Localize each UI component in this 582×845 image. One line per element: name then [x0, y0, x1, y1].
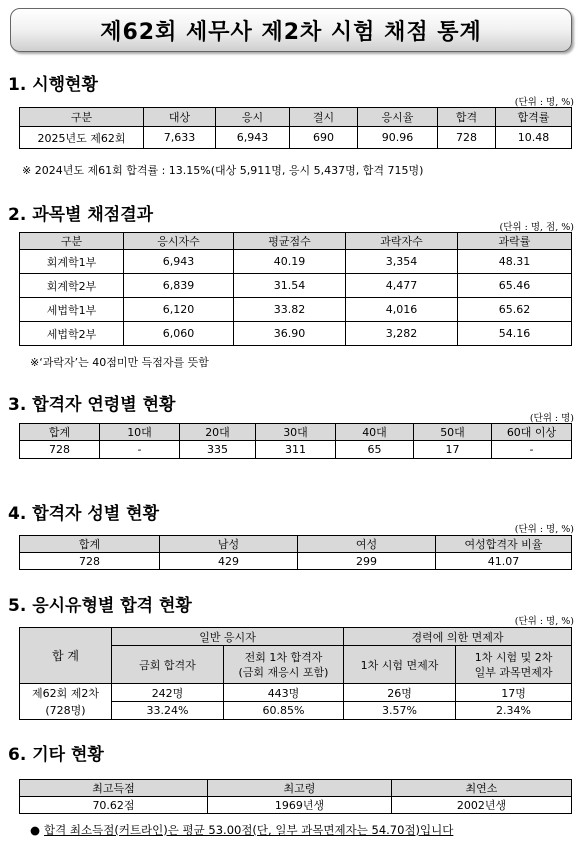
- table-cell: 회계학2부: [20, 274, 124, 298]
- section-5-unit: (단위 : 명, %): [514, 616, 574, 627]
- section-3-heading: 3. 합격자 연령별 현황: [8, 395, 176, 415]
- header-cell: 금회 합격자: [112, 646, 224, 684]
- header-cell: 합격: [438, 108, 496, 127]
- table-cell: 3,354: [346, 250, 458, 274]
- table-age-distribution: [19, 423, 572, 459]
- table-cell: 54.16: [458, 322, 572, 346]
- header-cell: 구분: [20, 233, 124, 250]
- table-cell: 242명: [112, 684, 224, 702]
- header-cell: 20대: [180, 424, 256, 441]
- table-cell: 429: [160, 553, 298, 570]
- table-exam-overview: [19, 107, 572, 149]
- table-cell: 6,943: [216, 127, 290, 149]
- header-cell: 최고득점: [20, 780, 208, 797]
- group-exempt-header: 경력에 의한 면제자: [344, 628, 572, 646]
- table-cell: 10.48: [496, 127, 572, 149]
- header-cell: [224, 646, 344, 684]
- cutoff-note: [30, 822, 453, 838]
- section-4-unit: (단위 : 명, %): [514, 524, 574, 535]
- table-cell: 3.57%: [344, 702, 456, 720]
- table-row: [20, 274, 572, 298]
- header-cell: 최연소: [392, 780, 572, 797]
- table-cell: 17: [414, 441, 492, 459]
- table-applicant-type: [19, 627, 572, 720]
- table-cell: 335: [180, 441, 256, 459]
- table-cell: 40.19: [234, 250, 346, 274]
- section-2-heading: 2. 과목별 채점결과: [8, 205, 154, 225]
- table-cell: 세법학1부: [20, 298, 124, 322]
- section-2-unit: (단위 : 명, 점, %): [499, 222, 574, 233]
- table-cell: 2002년생: [392, 797, 572, 814]
- table-cell: 48.31: [458, 250, 572, 274]
- table-row: [20, 322, 572, 346]
- header-cell: 응시: [216, 108, 290, 127]
- table-row: [20, 250, 572, 274]
- header-cell: 40대: [336, 424, 414, 441]
- table-cell: 36.90: [234, 322, 346, 346]
- table-cell: -: [100, 441, 180, 459]
- table-cell: 6,060: [124, 322, 234, 346]
- header-cell: 대상: [144, 108, 216, 127]
- table-cell: 65.46: [458, 274, 572, 298]
- table-cell: 33.82: [234, 298, 346, 322]
- table-other-stats: [19, 779, 572, 814]
- table-row: [20, 684, 572, 702]
- table-cell: 17명: [456, 684, 572, 702]
- header-cell: 1차 시험 면제자: [344, 646, 456, 684]
- table-cell: 311: [256, 441, 336, 459]
- table-cell: 728: [20, 441, 100, 459]
- header-cell: 평균점수: [234, 233, 346, 250]
- table-cell: 33.24%: [112, 702, 224, 720]
- table-cell: 4,477: [346, 274, 458, 298]
- table-cell: 2025년도 제62회: [20, 127, 144, 149]
- table-cell: 6,120: [124, 298, 234, 322]
- table-cell: 6,943: [124, 250, 234, 274]
- table-cell: 443명: [224, 684, 344, 702]
- row-label-line: (728명): [45, 703, 86, 717]
- table-cell: 299: [298, 553, 436, 570]
- row-label-line: 제62회 제2차: [32, 686, 99, 700]
- header-cell: 남성: [160, 536, 298, 553]
- table-cell: 65.62: [458, 298, 572, 322]
- table-cell: -: [492, 441, 572, 459]
- table-row: [20, 553, 572, 570]
- table-cell: 41.07: [436, 553, 572, 570]
- table-cell: 1969년생: [208, 797, 392, 814]
- header-cell: 30대: [256, 424, 336, 441]
- group-general-header: 일반 응시자: [112, 628, 344, 646]
- header-cell: 과락률: [458, 233, 572, 250]
- table-cell: 728: [20, 553, 160, 570]
- table-cell: 6,839: [124, 274, 234, 298]
- header-cell: 합계: [20, 536, 160, 553]
- row-label-cell: [20, 684, 112, 720]
- header-cell: 여성합격자 비율: [436, 536, 572, 553]
- section-3-unit: (단위 : 명): [529, 413, 574, 424]
- table-cell: 4,016: [346, 298, 458, 322]
- table-cell: 31.54: [234, 274, 346, 298]
- table-cell: 7,633: [144, 127, 216, 149]
- header-line: 전회 1차 합격자: [244, 650, 323, 664]
- total-label-cell: 합 계: [20, 628, 112, 684]
- table-cell: 26명: [344, 684, 456, 702]
- table-cell: 60.85%: [224, 702, 344, 720]
- header-cell: 10대: [100, 424, 180, 441]
- table-cell: 2.34%: [456, 702, 572, 720]
- table-cell: 70.62점: [20, 797, 208, 814]
- table-cell: 690: [290, 127, 358, 149]
- section-5-heading: 5. 응시유형별 합격 현황: [8, 596, 192, 616]
- header-cell: 합격률: [496, 108, 572, 127]
- header-cell: 여성: [298, 536, 436, 553]
- section-2-note: ※‘과락자’는 40점미만 득점자를 뜻함: [30, 356, 209, 369]
- table-cell: 728: [438, 127, 496, 149]
- section-6-heading: 6. 기타 현황: [8, 745, 104, 765]
- table-row: [20, 797, 572, 814]
- table-cell: 65: [336, 441, 414, 459]
- bullet-icon: ●: [30, 823, 41, 837]
- section-4-heading: 4. 합격자 성별 현황: [8, 504, 159, 524]
- header-cell: 60대 이상: [492, 424, 572, 441]
- table-row: [20, 441, 572, 459]
- header-cell: 응시율: [358, 108, 438, 127]
- section-1-heading: 1. 시행현황: [8, 75, 98, 95]
- table-subject-results: [19, 232, 572, 346]
- header-cell: 구분: [20, 108, 144, 127]
- page-title: 제62회 세무사 제2차 시험 채점 통계: [10, 8, 572, 52]
- table-gender-distribution: [19, 535, 572, 570]
- table-row: [20, 127, 572, 149]
- header-cell: 합계: [20, 424, 100, 441]
- cutoff-note-text: 합격 최소득점(커트라인)은 평균 53.00점(단, 일부 과목면제자는 54.70점)입니다: [44, 823, 454, 837]
- table-cell: 90.96: [358, 127, 438, 149]
- table-cell: 3,282: [346, 322, 458, 346]
- section-1-note: ※ 2024년도 제61회 합격률 : 13.15%(대상 5,911명, 응시 5,437명, 합격 715명): [22, 164, 424, 177]
- section-1-unit: (단위 : 명, %): [514, 97, 574, 108]
- table-cell: 세법학2부: [20, 322, 124, 346]
- header-line: 일부 과목면제자: [474, 665, 553, 679]
- header-line: (금회 재응시 포함): [238, 665, 329, 679]
- header-cell: 결시: [290, 108, 358, 127]
- header-line: 1차 시험 및 2차: [474, 650, 553, 664]
- header-cell: 응시자수: [124, 233, 234, 250]
- header-cell: 최고령: [208, 780, 392, 797]
- header-cell: 과락자수: [346, 233, 458, 250]
- header-cell: 50대: [414, 424, 492, 441]
- header-cell: [456, 646, 572, 684]
- table-row: [20, 298, 572, 322]
- table-cell: 회계학1부: [20, 250, 124, 274]
